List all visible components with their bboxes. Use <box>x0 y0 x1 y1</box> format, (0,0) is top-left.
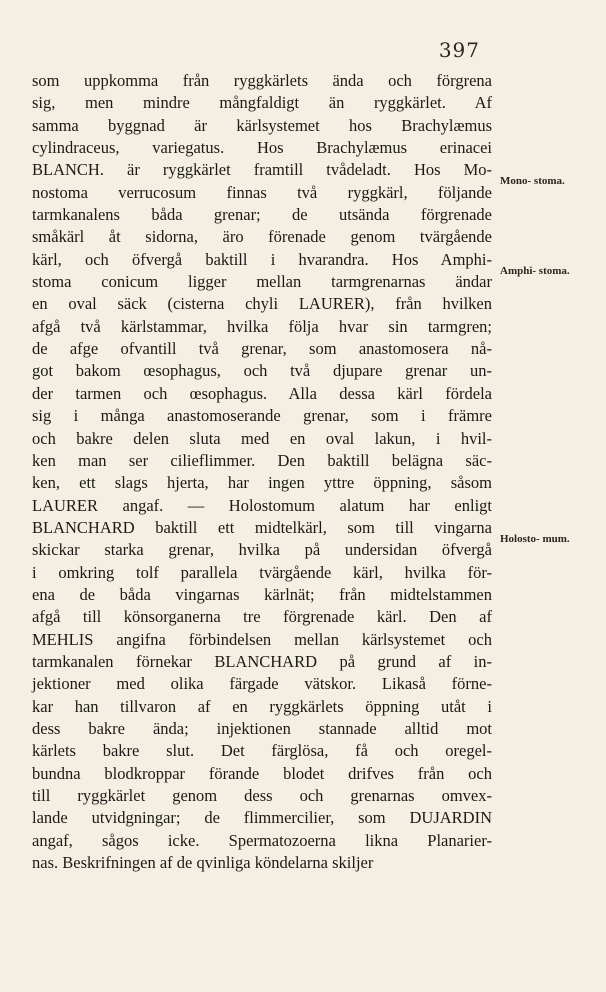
text-line: MEHLIS angifna förbindelsen mellan kärlsystemet och <box>32 629 492 649</box>
text-line: till ryggkärlet genom dess och grenarnas omvex- <box>32 786 492 805</box>
text-line: cylindraceus, variegatus. Hos Brachylæmus erinacei <box>32 138 492 158</box>
text-line: kärlets bakre slut. Det färglösa, få och oregel- <box>32 741 492 761</box>
text-line: nostoma verrucosum finnas två ryggkärl, följande <box>32 182 492 202</box>
text-line: de afge ofvantill två grenar, som anastomosera nå- <box>32 339 492 359</box>
text-line: afgå två kärlstammar, hvilka följa hvar sin tarmgren; <box>32 316 492 336</box>
page-number: 397 <box>438 38 480 62</box>
text-line: ken, ett slags hjerta, har ingen yttre öppning, såsom <box>32 473 492 493</box>
text-line: kärl, och öfvergå baktill i hvarandra. Hos Amphi- <box>32 249 492 269</box>
text-line: skickar starka grenar, hvilka på undersidan öfvergå <box>32 540 492 560</box>
text-line: afgå till könsorganerna tre förgrenade kärl. Den af <box>32 607 492 627</box>
text-line: sig i många anastomoserande grenar, som i främre <box>32 406 492 426</box>
text-line: got bakom œsophagus, och två djupare grenar un- <box>32 361 492 381</box>
text-line: och bakre delen sluta med en oval lakun, i hvil- <box>32 428 492 448</box>
text-line: en oval säck (cisterna chyli LAURER), från hvilken <box>32 294 492 314</box>
text-line: stoma conicum ligger mellan tarmgrenarnas ändar <box>32 272 492 292</box>
text-line: jektioner med olika färgade vätskor. Likaså förne- <box>32 674 492 694</box>
text-line: sig, men mindre mångfaldigt än ryggkärlet. Af <box>32 93 492 113</box>
text-line: LAURER angaf. — Holostomum alatum har enligt <box>32 495 492 515</box>
text-line: småkärl åt sidorna, äro förenade genom tvärgående <box>32 227 492 247</box>
text-line: tarmkanalen förnekar BLANCHARD på grund af in- <box>32 651 492 671</box>
text-line: nas. Beskrifningen af de qvinliga köndelarna skiljer <box>32 853 374 873</box>
text-line: tarmkanalens båda grenar; de utsända förgrenade <box>32 205 492 225</box>
margin-note-monostoma: Mono- stoma. <box>500 175 565 187</box>
text-line: kar han tillvaron af en ryggkärlets öppning utåt i <box>32 696 492 716</box>
margin-note-holostomum: Holosto- mum. <box>500 533 570 545</box>
text-line: ena de båda vingarnas kärlnät; från midtelstammen <box>32 584 492 604</box>
text-line: bundna blodkroppar förande blodet drifves från och <box>32 763 492 783</box>
text-line: BLANCH. är ryggkärlet framtill tvådeladt. Hos Mo- <box>32 160 492 180</box>
text-line: lande utvidgningar; de flimmercilier, som DUJARDIN <box>32 808 492 828</box>
text-line: dess bakre ända; injektionen stannade alltid mot <box>32 718 492 738</box>
text-line: i omkring tolf parallela tvärgående kärl, hvilka för- <box>32 562 492 582</box>
text-line: ken man ser cilieflimmer. Den baktill belägna säc- <box>32 450 492 470</box>
body-text <box>32 70 492 874</box>
text-line: der tarmen och œsophagus. Alla dessa kärl fördela <box>32 383 492 403</box>
margin-note-amphistoma: Amphi- stoma. <box>500 265 570 277</box>
text-line: samma byggnad är kärlsystemet hos Brachylæmus <box>32 115 492 135</box>
text-line: som uppkomma från ryggkärlets ända och förgrena <box>32 71 492 90</box>
text-line: angaf, sågos icke. Spermatozoerna likna Planarier- <box>32 830 492 850</box>
text-line: BLANCHARD baktill ett midtelkärl, som till vingarna <box>32 517 492 537</box>
